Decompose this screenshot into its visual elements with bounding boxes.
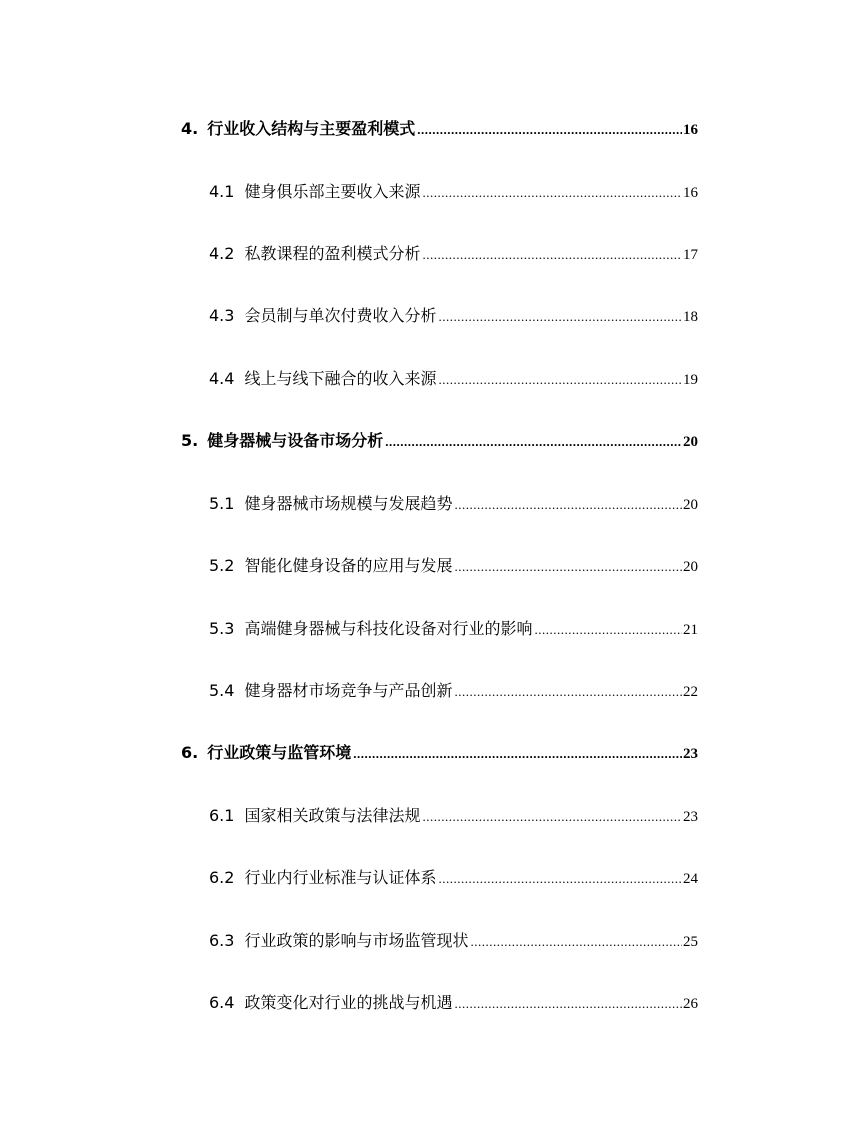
toc-entry-4-2[interactable] — [209, 241, 698, 267]
toc-entry-4-3[interactable] — [209, 303, 698, 329]
toc-dot-leader — [438, 367, 682, 393]
toc-entry-6-3[interactable] — [209, 928, 698, 954]
toc-entry-6-1[interactable] — [209, 803, 698, 829]
toc-entry-title: 健身器械与设备市场分析 — [207, 431, 384, 450]
toc-entry-title: 智能化健身设备的应用与发展 — [244, 556, 453, 575]
toc-entry-5-3[interactable] — [209, 616, 698, 642]
toc-entry-page: 23 — [683, 746, 698, 762]
toc-entry-page: 17 — [683, 247, 698, 263]
toc-entry-number: 5. — [181, 431, 199, 450]
toc-entry-page: 18 — [683, 309, 698, 325]
toc-entry-number: 5.3 — [209, 619, 235, 638]
toc-entry-title: 行业政策的影响与市场监管现状 — [244, 931, 469, 950]
toc-entry-number: 4.4 — [209, 369, 235, 388]
toc-dot-leader — [422, 242, 682, 268]
toc-entry-title: 高端健身器械与科技化设备对行业的影响 — [244, 619, 533, 638]
toc-entry-title: 私教课程的盈利模式分析 — [244, 244, 421, 263]
toc-entry-title: 健身器材市场竞争与产品创新 — [244, 681, 453, 700]
toc-entry-4-1[interactable] — [209, 179, 698, 205]
toc-entry-title: 会员制与单次付费收入分析 — [244, 306, 437, 325]
toc-entry-title: 行业政策与监管环境 — [207, 743, 352, 762]
toc-entry-title: 健身俱乐部主要收入来源 — [244, 182, 421, 201]
toc-dot-leader — [454, 679, 682, 705]
toc-dot-leader — [422, 180, 682, 206]
toc-dot-leader — [454, 991, 682, 1017]
toc-entry-number: 5.4 — [209, 681, 235, 700]
toc-dot-leader — [417, 117, 682, 143]
toc-entry-5-1[interactable] — [209, 491, 698, 517]
toc-entry-6-4[interactable] — [209, 990, 698, 1016]
toc-entry-page: 20 — [683, 497, 698, 513]
toc-entry-page: 16 — [683, 122, 698, 138]
toc-entry-number: 4.2 — [209, 244, 235, 263]
toc-entry-title: 行业收入结构与主要盈利模式 — [207, 119, 416, 138]
toc-dot-leader — [454, 492, 682, 518]
toc-entry-number: 5.1 — [209, 494, 235, 513]
toc-entry-page: 20 — [683, 559, 698, 575]
toc-entry-page: 16 — [683, 185, 698, 201]
toc-entry-number: 4.3 — [209, 306, 235, 325]
toc-entry-page: 25 — [683, 934, 698, 950]
toc-entry-6-2[interactable] — [209, 865, 698, 891]
toc-entry-4-4[interactable] — [209, 366, 698, 392]
toc-entry-page: 23 — [683, 809, 698, 825]
toc-entry-number: 6.4 — [209, 993, 235, 1012]
toc-entry-title: 行业内行业标准与认证体系 — [244, 868, 437, 887]
toc-dot-leader — [353, 741, 682, 767]
toc-entry-5-4[interactable] — [209, 678, 698, 704]
toc-entry-number: 5.2 — [209, 556, 235, 575]
toc-entry-number: 4. — [181, 119, 199, 138]
toc-entry-page: 24 — [683, 871, 698, 887]
toc-entry-title: 政策变化对行业的挑战与机遇 — [244, 993, 453, 1012]
toc-dot-leader — [385, 429, 682, 455]
toc-dot-leader — [438, 866, 682, 892]
toc-entry-page: 20 — [683, 434, 698, 450]
toc-entry-5-2[interactable] — [209, 553, 698, 579]
toc-entry-number: 6.1 — [209, 806, 235, 825]
toc-dot-leader — [438, 304, 682, 330]
toc-entry-number: 6.2 — [209, 868, 235, 887]
toc-entry-page: 21 — [683, 622, 698, 638]
toc-entry-page: 19 — [683, 372, 698, 388]
toc-entry-page: 22 — [683, 684, 698, 700]
toc-dot-leader — [422, 804, 682, 830]
toc-entry-page: 26 — [683, 996, 698, 1012]
toc-entry-chapter-5[interactable] — [181, 428, 698, 454]
toc-entry-title: 国家相关政策与法律法规 — [244, 806, 421, 825]
toc-entry-number: 6.3 — [209, 931, 235, 950]
toc-entry-number: 6. — [181, 743, 199, 762]
toc-entry-chapter-4[interactable] — [181, 116, 698, 142]
toc-entry-title: 健身器械市场规模与发展趋势 — [244, 494, 453, 513]
toc-dot-leader — [470, 929, 682, 955]
toc-entry-title: 线上与线下融合的收入来源 — [244, 369, 437, 388]
toc-dot-leader — [534, 617, 682, 643]
toc-entry-number: 4.1 — [209, 182, 235, 201]
toc-dot-leader — [454, 554, 682, 580]
toc-entry-chapter-6[interactable] — [181, 740, 698, 766]
